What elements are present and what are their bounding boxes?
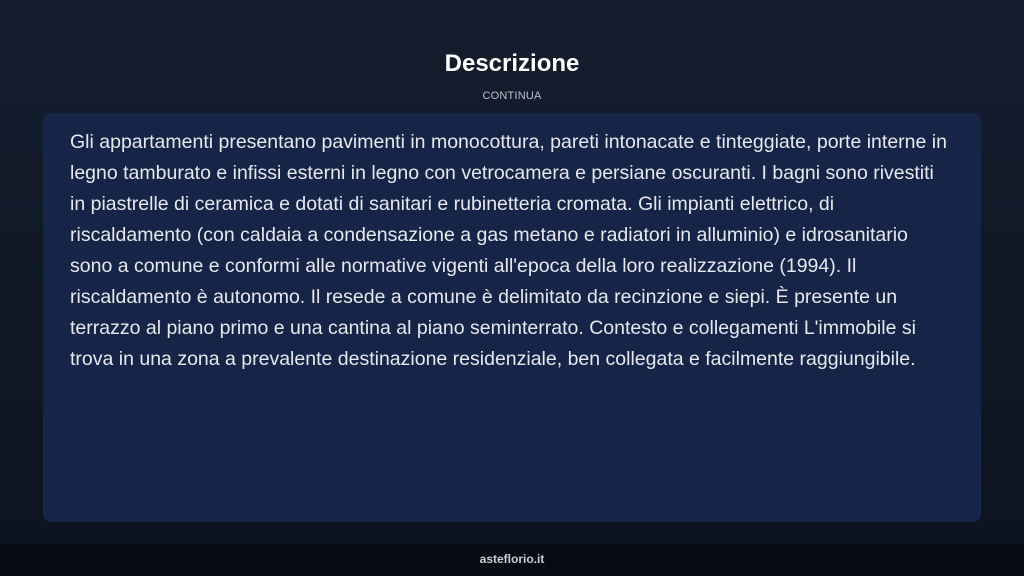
footer-bar [0,544,1024,576]
description-text: Gli appartamenti presentano pavimenti in monocottura, pareti intonacate e tinteggiate, porte interne in legno tamburato e infissi esterni in legno con vetrocamera e persiane oscuranti. I bagni sono rivestiti in piastrelle di ceramica e dotati di sanitari e rubinetteria cromata. Gli impianti elettrico, di riscaldamento (con caldaia a condensazione a gas metano e radiatori in alluminio) e idrosanitario sono a comune e conformi alle normative vigenti all'epoca della loro realizzazione (1994). Il riscaldamento è autonomo. Il resede a comune è delimitato da recinzione e siepi. È presente un terrazzo al piano primo e una cantina al piano seminterrato. Contesto e collegamenti L'immobile si trova in una zona a prevalente destinazione residenziale, ben collegata e facilmente raggiungibile. [70,131,947,370]
footer-brand-link[interactable]: asteflorio.it [479,552,545,566]
description-card [43,113,981,522]
continue-link[interactable]: CONTINUA [482,90,542,102]
page-title: Descrizione [444,50,580,77]
